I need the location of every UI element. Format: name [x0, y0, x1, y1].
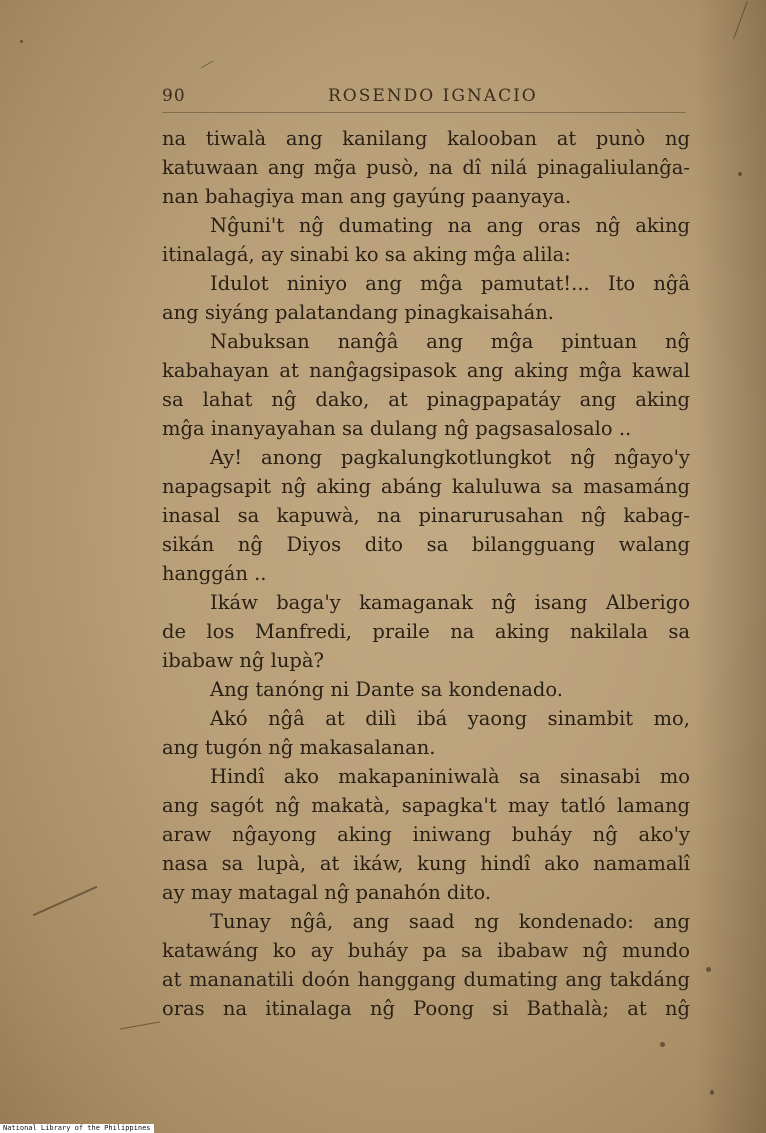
scan-speck [20, 40, 23, 43]
body-text [162, 124, 690, 1023]
library-credit: National Library of the Philippines [0, 1124, 154, 1133]
text-line: Ang tanóng ni Dante sa kondenado. [210, 678, 563, 701]
scan-speck [710, 1090, 714, 1095]
text-line: kabahayan at nanĝagsipasok ang aking mĝa kawal [162, 359, 690, 382]
text-line: mĝa inanyayahan sa dulang nĝ pagsasalosalo .. [162, 417, 632, 440]
scan-speck [706, 967, 711, 972]
page-shadow [696, 0, 766, 1133]
text-line: napagsapit nĝ aking abáng kaluluwa sa masamáng [162, 475, 690, 498]
text-line: Nĝuni't nĝ dumating na ang oras nĝ aking [210, 214, 690, 237]
text-line: ang siyáng palatandang pinagkaisahán. [162, 301, 554, 324]
text-line: at mananatili doón hanggang dumating ang takdáng [162, 968, 690, 991]
text-line: katawáng ko ay buháy pa sa ibabaw nĝ mundo [162, 939, 690, 962]
text-line: katuwaan ang mg̃a pusò, na dî nilá pinagaliulanĝa- [162, 156, 690, 179]
text-line: nan bahagiya man ang gayúng paanyaya. [162, 185, 572, 208]
text-line: Nabuksan nanĝâ ang mĝa pintuan nĝ [210, 330, 690, 353]
text-line: sa lahat nĝ dako, at pinagpapatáy ang aking [162, 388, 690, 411]
text-line: Ikáw baga'y kamaganak nĝ isang Alberigo [210, 591, 690, 614]
scan-speck [738, 172, 742, 176]
page-header [160, 86, 686, 112]
header-rule [162, 112, 686, 113]
text-line: Tunay nĝâ, ang saad ng kondenado: ang [210, 910, 690, 933]
text-line: de los Manfredi, praile na aking nakilala sa [162, 620, 690, 643]
text-line: Akó nĝâ at dilì ibá yaong sinambit mo, [210, 707, 690, 730]
scan-scratch [201, 61, 214, 69]
text-line: na tiwalà ang kanilang kalooban at punò ng [162, 127, 690, 150]
scan-scratch [33, 886, 98, 916]
text-line: araw nĝayong aking iniwang buháy nĝ ako'y [162, 823, 690, 846]
text-line: itinalagá, ay sinabi ko sa aking mĝa alila: [162, 243, 571, 266]
text-line: hanggán .. [162, 562, 267, 585]
text-line: sikán nĝ Diyos dito sa bilangguang walang [162, 533, 690, 556]
text-line: nasa sa lupà, at ikáw, kung hindî ako namamalî [162, 852, 690, 875]
text-line: ang tugón nĝ makasalanan. [162, 736, 436, 759]
text-line: ibabaw nĝ lupà? [162, 649, 324, 672]
text-line: inasal sa kapuwà, na pinarurusahan nĝ kabag- [162, 504, 690, 527]
text-line: Hindî ako makapaniniwalà sa sinasabi mo [210, 765, 690, 788]
scan-scratch [120, 1022, 160, 1030]
text-line: Idulot niniyo ang mĝa pamutat!... Ito nĝâ [210, 272, 690, 295]
text-line: Ay! anong pagkalungkotlungkot nĝ nĝayo'y [210, 446, 690, 469]
text-line: oras na itinalaga nĝ Poong si Bathalà; at nĝ [162, 997, 690, 1020]
running-head: ROSENDO IGNACIO [328, 86, 538, 106]
page-number: 90 [162, 86, 186, 106]
text-line: ay may matagal nĝ panahón dito. [162, 881, 492, 904]
scan-speck [660, 1042, 665, 1047]
text-line: ang sagót nĝ makatà, sapagka't may tatló lamang [162, 794, 690, 817]
